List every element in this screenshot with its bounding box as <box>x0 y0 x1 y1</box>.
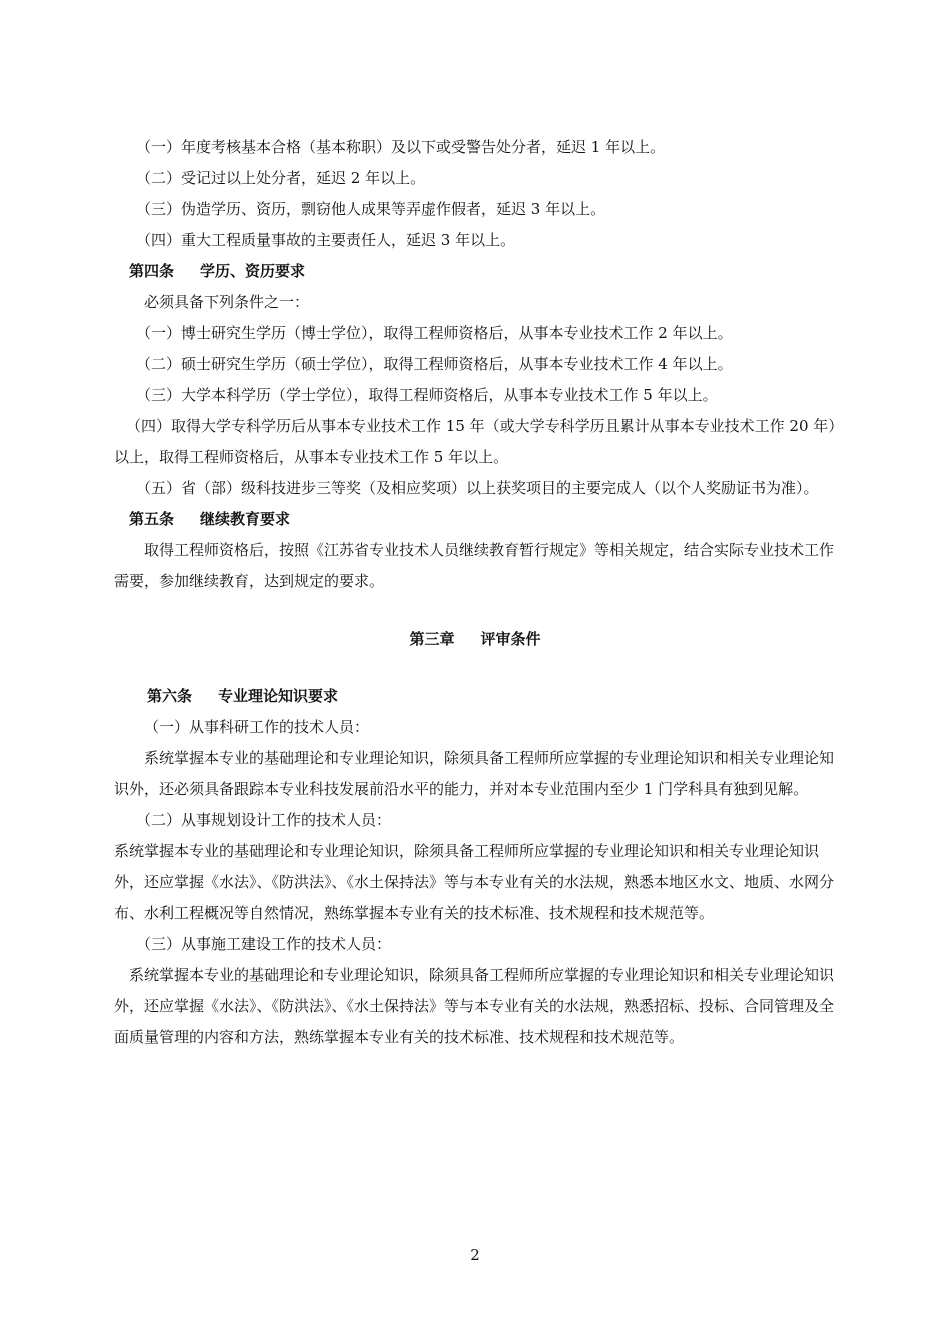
chapter-3-title: 评审条件 <box>480 630 541 648</box>
article-6-sub-3: （三）从事施工建设工作的技术人员： <box>136 935 392 953</box>
article-4-heading <box>114 256 836 287</box>
paragraph-delay-4: （四）重大工程质量事故的主要责任人，延迟 3 年以上。 <box>136 231 516 249</box>
article-4-title: 学历、资历要求 <box>200 262 306 280</box>
article-6-text-2: 系统掌握本专业的基础理论和专业理论知识，除须具备工程师所应掌握的专业理论知识和相关专业理论知识外，还应掌握《水法》、《防洪法》、《水土保持法》等与本专业有关的水法规，熟悉本地区水文、地质、水网分布、水利工程概况等自然情况，熟练掌握本专业有关的技术标准、技术规程和技术规范等。 <box>114 842 835 922</box>
article-4-label: 第四条 <box>129 262 175 280</box>
article-4-item-3: （三）大学本科学历（学士学位），取得工程师资格后，从事本专业技术工作 5 年以上。 <box>136 386 718 404</box>
chapter-3-heading <box>114 624 836 655</box>
article-6-sub-1: （一）从事科研工作的技术人员： <box>144 718 370 736</box>
paragraph-delay-2: （二）受记过以上处分者，延迟 2 年以上。 <box>136 169 426 187</box>
article-6-text-3: 系统掌握本专业的基础理论和专业理论知识，除须具备工程师所应掌握的专业理论知识和相关专业理论知识外，还应掌握《水法》、《防洪法》、《水土保持法》等与本专业有关的水法规，熟悉招标、投标、合同管理及全面质量管理的内容和方法，熟练掌握本专业有关的技术标准、技术规程和技术规范等。 <box>114 966 835 1046</box>
article-6-heading <box>114 681 836 712</box>
article-4-item-5: （五）省（部）级科技进步三等奖（及相应奖项）以上获奖项目的主要完成人（以个人奖励证书为准）。 <box>136 479 819 497</box>
document-body <box>114 132 836 1053</box>
article-6-sub-2: （二）从事规划设计工作的技术人员： <box>136 811 392 829</box>
article-6-title: 专业理论知识要求 <box>218 687 339 705</box>
article-5-title: 继续教育要求 <box>200 510 291 528</box>
article-4-item-4: （四）取得大学专科学历后从事本专业技术工作 15 年（或大学专科学历且累计从事本专业技术工作 20 年）以上，取得工程师资格后，从事本专业技术工作 5 年以上。 <box>114 417 836 466</box>
paragraph-delay-1: （一）年度考核基本合格（基本称职）及以下或受警告处分者，延迟 1 年以上。 <box>136 138 666 156</box>
article-5-heading <box>114 504 836 535</box>
article-4-intro: 必须具备下列条件之一： <box>144 293 310 311</box>
article-4-item-1: （一）博士研究生学历（博士学位），取得工程师资格后，从事本专业技术工作 2 年以上。 <box>136 324 733 342</box>
article-5-label: 第五条 <box>129 510 175 528</box>
article-6-text-1: 系统掌握本专业的基础理论和专业理论知识，除须具备工程师所应掌握的专业理论知识和相关专业理论知识外，还必须具备跟踪本专业科技发展前沿水平的能力，并对本专业范围内至少 1 门学科具有独到见解。 <box>114 749 835 798</box>
article-4-item-2: （二）硕士研究生学历（硕士学位），取得工程师资格后，从事本专业技术工作 4 年以上。 <box>136 355 733 373</box>
chapter-3-label: 第三章 <box>409 630 455 648</box>
page-number: 2 <box>470 1246 480 1264</box>
paragraph-delay-3: （三）伪造学历、资历，剽窃他人成果等弄虚作假者，延迟 3 年以上。 <box>136 200 606 218</box>
article-6-label: 第六条 <box>147 687 193 705</box>
article-5-text: 取得工程师资格后，按照《江苏省专业技术人员继续教育暂行规定》等相关规定，结合实际专业技术工作需要，参加继续教育，达到规定的要求。 <box>114 541 835 590</box>
